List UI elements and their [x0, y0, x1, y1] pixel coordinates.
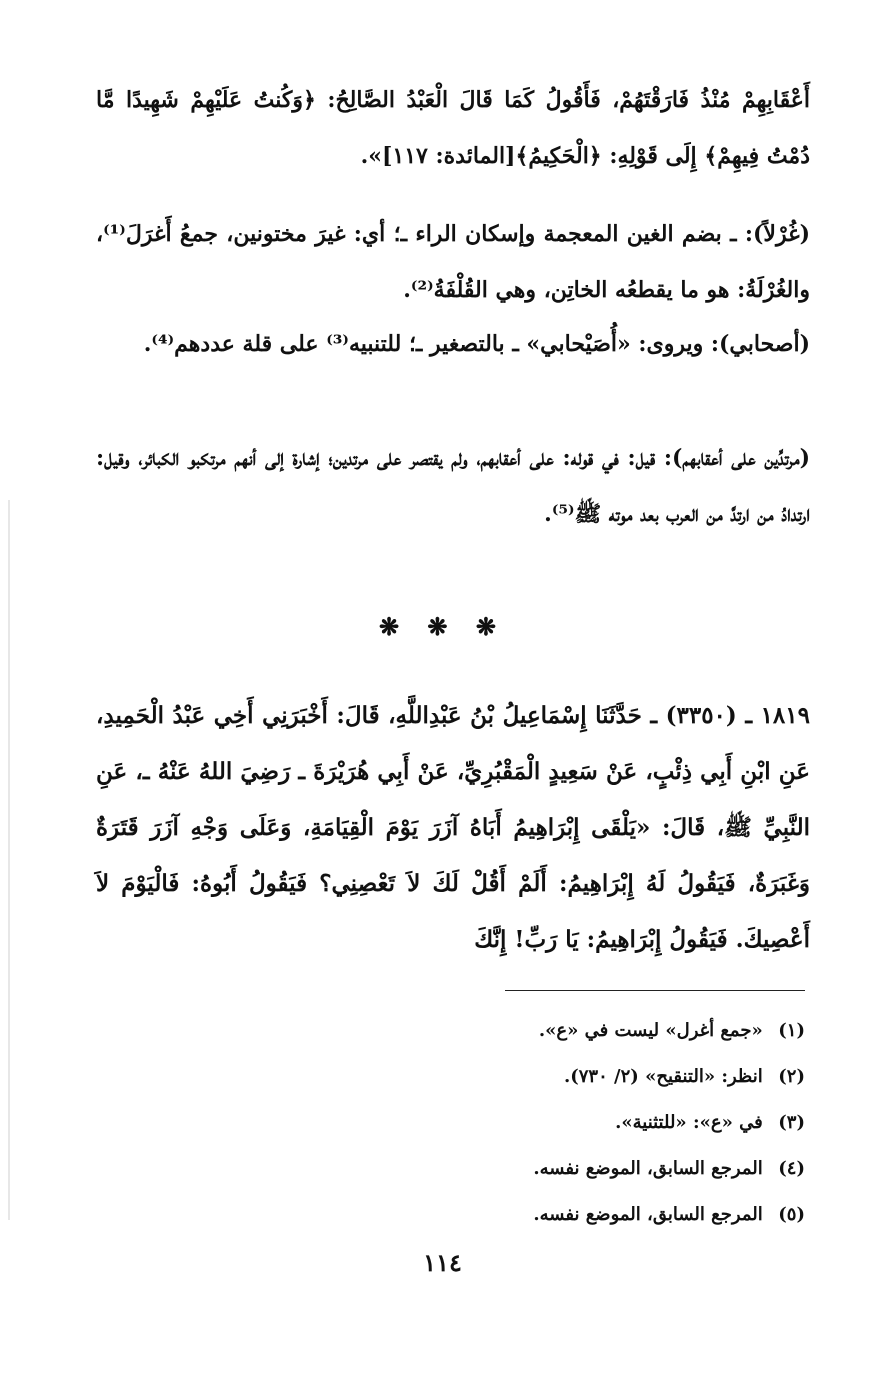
- footnote-item: [205, 1054, 805, 1100]
- footnote-number: (٣): [778, 1112, 805, 1133]
- footnote-text: المرجع السابق، الموضع نفسه.: [533, 1158, 763, 1179]
- footnote-number: (٢): [778, 1066, 805, 1087]
- footnote-item: [205, 1192, 805, 1238]
- footnote-number: (٥): [778, 1204, 805, 1225]
- hadith-text: ١٨١٩ ـ (٣٣٥٠) ـ حَدَّثَنَا إِسْمَاعِيلُ بْنُ عَبْدِاللَّهِ، قَالَ: أَخْبَرَنِي أَخِي عَبْدُ الْحَمِيدِ، عَنِ ابْنِ أَبِي ذِئْبٍ، عَنْ سَعِيدٍ الْمَقْبُرِيِّ، عَنْ أَبِي هُرَيْرَةَ ـ رَضِيَ اللهُ عَنْهُ ـ، عَنِ النَّبِيِّ ﷺ، قَالَ: «يَلْقَى إِبْرَاهِيمُ أَبَاهُ آزَرَ يَوْمَ الْقِيَامَةِ، وَعَلَى وَجْهِ آزَرَ قَتَرَةٌ وَغَبَرَةٌ، فَيَقُولُ لَهُ إِبْرَاهِيمُ: أَلَمْ أَقُلْ لَكَ لاَ تَعْصِنِي؟ فَيَقُولُ أَبُوهُ: فَالْيَوْمَ لاَ أَعْصِيكَ. فَيَقُولُ إِبْرَاهِيمُ: يَا رَبِّ! إِنَّكَ: [96, 702, 810, 953]
- page-number: ١١٤: [423, 1248, 462, 1277]
- footnote-text: المرجع السابق، الموضع نفسه.: [533, 1204, 763, 1225]
- footnote-text: في «ع»: «للتثنية».: [615, 1112, 763, 1133]
- footnote-number: (١): [778, 1020, 805, 1041]
- paragraph-murtaddin-explanation: (مرتدِّين على أعقابهم): قيل: في قوله: على أعقابهم، ولم يقتصر على مرتدين؛ إشارة إلى أنهم مرتكبو الكبائر، وقيل: ارتدادُ من ارتدَّ من العرب بعد موته ﷺ⁽⁵⁾.: [96, 445, 810, 527]
- footnote-number: (٤): [778, 1158, 805, 1179]
- paragraph-ashabi-explanation: (أصحابي): ويروى: «أُصَيْحابي» ـ بالتصغير ـ؛ للتنبيه⁽³⁾ على قلة عددهم⁽⁴⁾.: [143, 331, 810, 357]
- scan-edge-mark: [8, 500, 10, 1220]
- paragraph-ghurlan-explanation: (غُرْلاً): ـ بضم الغين المعجمة وإسكان الراء ـ؛ أي: غيرَ مختونين، جمعُ أَغرَلَ⁽¹⁾، والغُرْلَةُ: هو ما يقطعُه الخاتِن، وهي القُلْفَةُ⁽²⁾.: [96, 221, 810, 303]
- paragraph-quran-quote: أَعْقَابِهِمْ مُنْذُ فَارَقْتَهُمْ، فَأَقُولُ كَمَا قَالَ الْعَبْدُ الصَّالِحُ: ﴿وَكُنتُ عَلَيْهِمْ شَهِيدًا مَّا دُمْتُ فِيهِمْ﴾ إِلَى قَوْلِهِ: ﴿الْحَكِيمُ﴾[المائدة: ١١٧]».: [96, 87, 810, 169]
- footnote-item: [205, 1008, 805, 1054]
- footnote-text: انظر: «التنقيح» (٢/ ٧٣٠).: [563, 1066, 763, 1087]
- section-separator: ❋ ❋ ❋: [378, 612, 507, 641]
- footnote-item: [205, 1146, 805, 1192]
- footnote-item: [205, 1100, 805, 1146]
- footnote-text: «جمع أغرل» ليست في «ع».: [538, 1020, 763, 1041]
- footnotes-list: [205, 1008, 805, 1238]
- footnote-divider: [505, 990, 805, 991]
